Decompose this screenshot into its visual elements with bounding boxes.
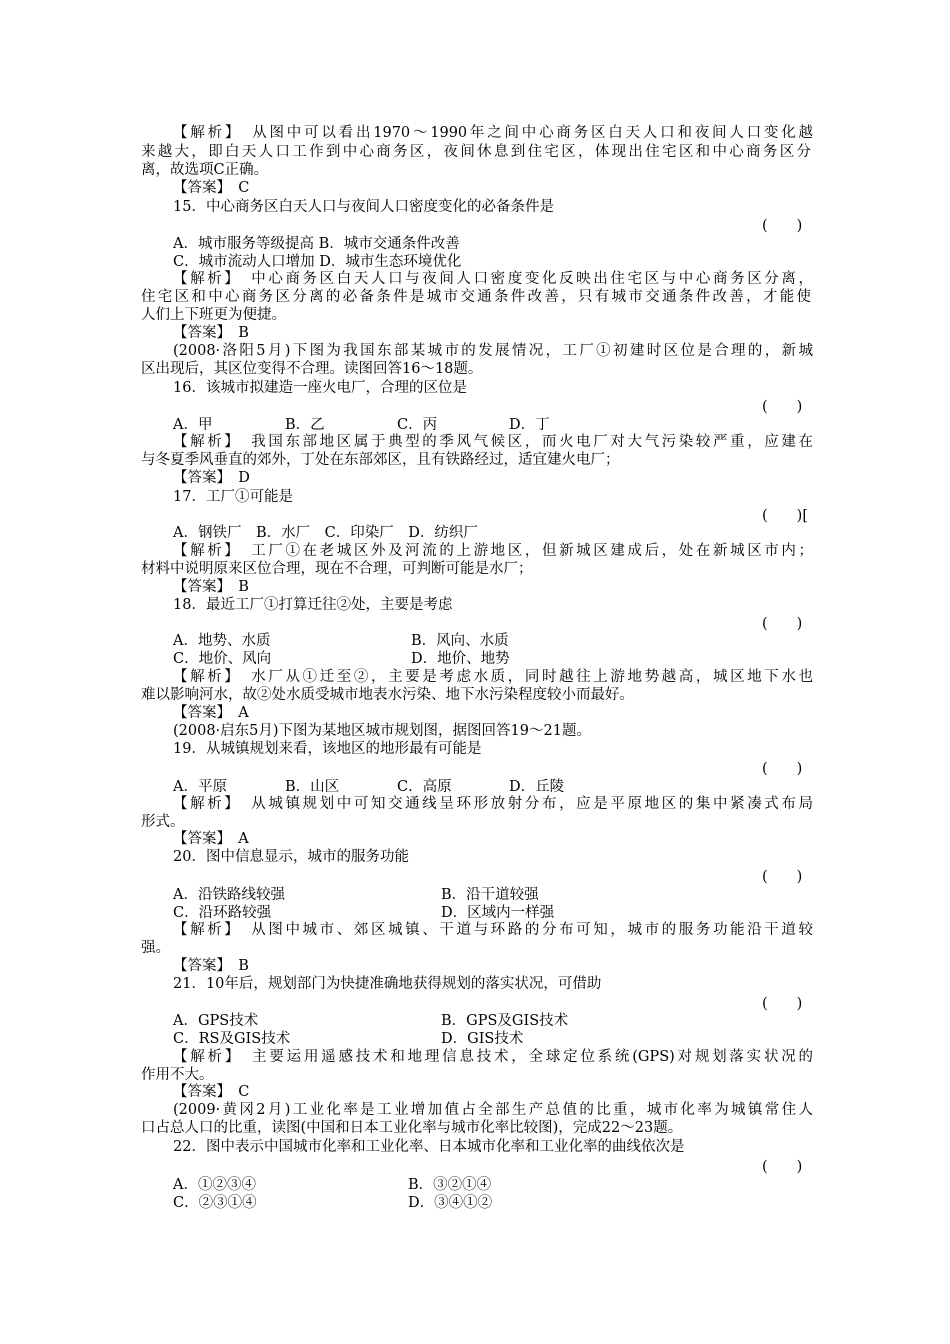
answer-blank-19: ( )	[762, 761, 803, 777]
analysis-19-line-2: 形式。	[141, 814, 185, 830]
intro-19-21: (2008·启东5月)下图为某地区城市规划图，据图回答19～21题。	[173, 723, 591, 739]
analysis-17-line-2: 材料中说明原来区位合理，现在不合理，可判断可能是水厂；	[141, 561, 533, 577]
answer-18: 【答案】 A	[173, 705, 249, 721]
analysis-21-line-2: 作用不大。	[141, 1067, 214, 1083]
analysis-15-line-2: 住宅区和中心商务区分离的必备条件是城市交通条件改善，只有城市交通条件改善，才能使	[141, 289, 811, 305]
answer-17: 【答案】 B	[173, 579, 249, 595]
answer-blank-20: ( )	[762, 869, 803, 885]
analysis-17-line-1: 【解析】 工厂①在老城区外及河流的上游地区，但新城区建成后，处在新城区市内；	[173, 543, 813, 559]
option-20-d: D．区域内一样强	[441, 905, 555, 921]
answer-blank-21: ( )	[762, 996, 803, 1012]
question-21: 21．10年后，规划部门为快捷准确地获得规划的落实状况，可借助	[173, 976, 602, 992]
analysis-16-line-1: 【解析】 我国东部地区属于典型的季风气候区，而火电厂对大气污染较严重，应建在	[173, 434, 813, 450]
option-21-a: A．GPS技术	[173, 1013, 259, 1029]
analysis-16-line-2: 与冬夏季风垂直的郊外，丁处在东部郊区，且有铁路经过，适宜建火电厂；	[141, 452, 620, 468]
analysis-14-line-1: 【解析】 从图中可以看出1970～1990年之间中心商务区白天人口和夜间人口变化越	[173, 125, 813, 141]
option-19-c: C．高原	[397, 779, 452, 795]
question-15: 15．中心商务区白天人口与夜间人口密度变化的必备条件是	[173, 199, 554, 215]
option-20-a: A．沿铁路线较强	[173, 887, 285, 903]
answer-14: 【答案】 C	[173, 180, 250, 196]
option-18-d: D．地价、地势	[411, 651, 510, 667]
answer-15: 【答案】 B	[173, 325, 249, 341]
intro-22-23-line-2: 口占总人口的比重，读图(中国和日本工业化率与城市化率比较图)，完成22～23题。	[141, 1120, 683, 1136]
analysis-18-line-2: 难以影响河水，故②处水质受城市地表水污染、地下水污染程度较小而最好。	[141, 687, 634, 703]
option-19-d: D．丘陵	[509, 779, 565, 795]
option-21-c: C．RS及GIS技术	[173, 1031, 291, 1047]
analysis-14-line-2: 来越大，即白天人口工作到中心商务区，夜间休息到住宅区，体现出住宅区和中心商务区分	[141, 144, 811, 160]
answer-21: 【答案】 C	[173, 1084, 250, 1100]
option-21-d: D．GIS技术	[441, 1031, 524, 1047]
answer-blank-17: ( )[	[762, 508, 808, 524]
analysis-19-line-1: 【解析】 从城镇规划中可知交通线呈环形放射分布，应是平原地区的集中紧凑式布局	[173, 796, 813, 812]
answer-blank-15: ( )	[762, 218, 803, 234]
question-16: 16．该城市拟建造一座火电厂，合理的区位是	[173, 380, 467, 396]
intro-16-18-line-1: (2008·洛阳5月)下图为我国东部某城市的发展情况，工厂①初建时区位是合理的，新城	[173, 343, 813, 359]
analysis-15-line-1: 【解析】 中心商务区白天人口与夜间人口密度变化反映出住宅区与中心商务区分离，	[173, 271, 813, 287]
option-18-a: A．地势、水质	[173, 633, 271, 649]
option-22-b: B．③②①④	[408, 1177, 492, 1193]
option-16-a: A．甲	[173, 417, 213, 433]
question-22: 22．图中表示中国城市化率和工业化率、日本城市化率和工业化率的曲线依次是	[173, 1139, 685, 1155]
question-18: 18．最近工厂①打算迁往②处，主要是考虑	[173, 597, 453, 613]
answer-blank-18: ( )	[762, 616, 803, 632]
option-16-b: B．乙	[285, 417, 325, 433]
option-20-b: B．沿干道较强	[441, 887, 539, 903]
question-20: 20．图中信息显示，城市的服务功能	[173, 849, 409, 865]
question-19: 19．从城镇规划来看，该地区的地形最有可能是	[173, 741, 482, 757]
analysis-20-line-1: 【解析】 从图中城市、郊区城镇、干道与环路的分布可知，城市的服务功能沿干道较	[173, 922, 813, 938]
analysis-21-line-1: 【解析】 主要运用遥感技术和地理信息技术，全球定位系统(GPS)对规划落实状况的	[173, 1049, 813, 1065]
option-20-c: C．沿环路较强	[173, 905, 272, 921]
option-18-c: C．地价、风向	[173, 651, 272, 667]
options-17: A．钢铁厂 B．水厂 C．印染厂 D．纺织厂	[173, 525, 478, 541]
option-16-d: D．丁	[509, 417, 550, 433]
intro-22-23-line-1: (2009·黄冈2月)工业化率是工业增加值占全部生产总值的比重，城市化率为城镇常住人	[173, 1102, 813, 1118]
question-17: 17．工厂①可能是	[173, 489, 293, 505]
answer-16: 【答案】 D	[173, 470, 250, 486]
analysis-18-line-1: 【解析】 水厂从①迁至②，主要是考虑水质，同时越往上游地势越高，城区地下水也	[173, 669, 813, 685]
answer-blank-16: ( )	[762, 399, 803, 415]
analysis-15-line-3: 人们上下班更为便捷。	[141, 307, 286, 323]
options-15-row-1: A．城市服务等级提高 B．城市交通条件改善	[173, 236, 460, 252]
options-15-row-2: C．城市流动人口增加 D．城市生态环境优化	[173, 254, 462, 270]
analysis-14-line-3: 离，故选项C正确。	[141, 162, 269, 178]
option-22-a: A．①②③④	[173, 1177, 256, 1193]
option-18-b: B．风向、水质	[411, 633, 509, 649]
analysis-20-line-2: 强。	[141, 940, 170, 956]
option-22-c: C．②③①④	[173, 1195, 257, 1211]
option-16-c: C．丙	[397, 417, 438, 433]
intro-16-18-line-2: 区出现后，其区位变得不合理。读图回答16～18题。	[141, 361, 483, 377]
option-19-b: B．山区	[285, 779, 340, 795]
answer-19: 【答案】 A	[173, 831, 249, 847]
option-22-d: D．③④①②	[408, 1195, 493, 1211]
answer-20: 【答案】 B	[173, 958, 249, 974]
option-21-b: B．GPS及GIS技术	[441, 1013, 569, 1029]
option-19-a: A．平原	[173, 779, 227, 795]
answer-blank-22: ( )	[762, 1159, 803, 1175]
